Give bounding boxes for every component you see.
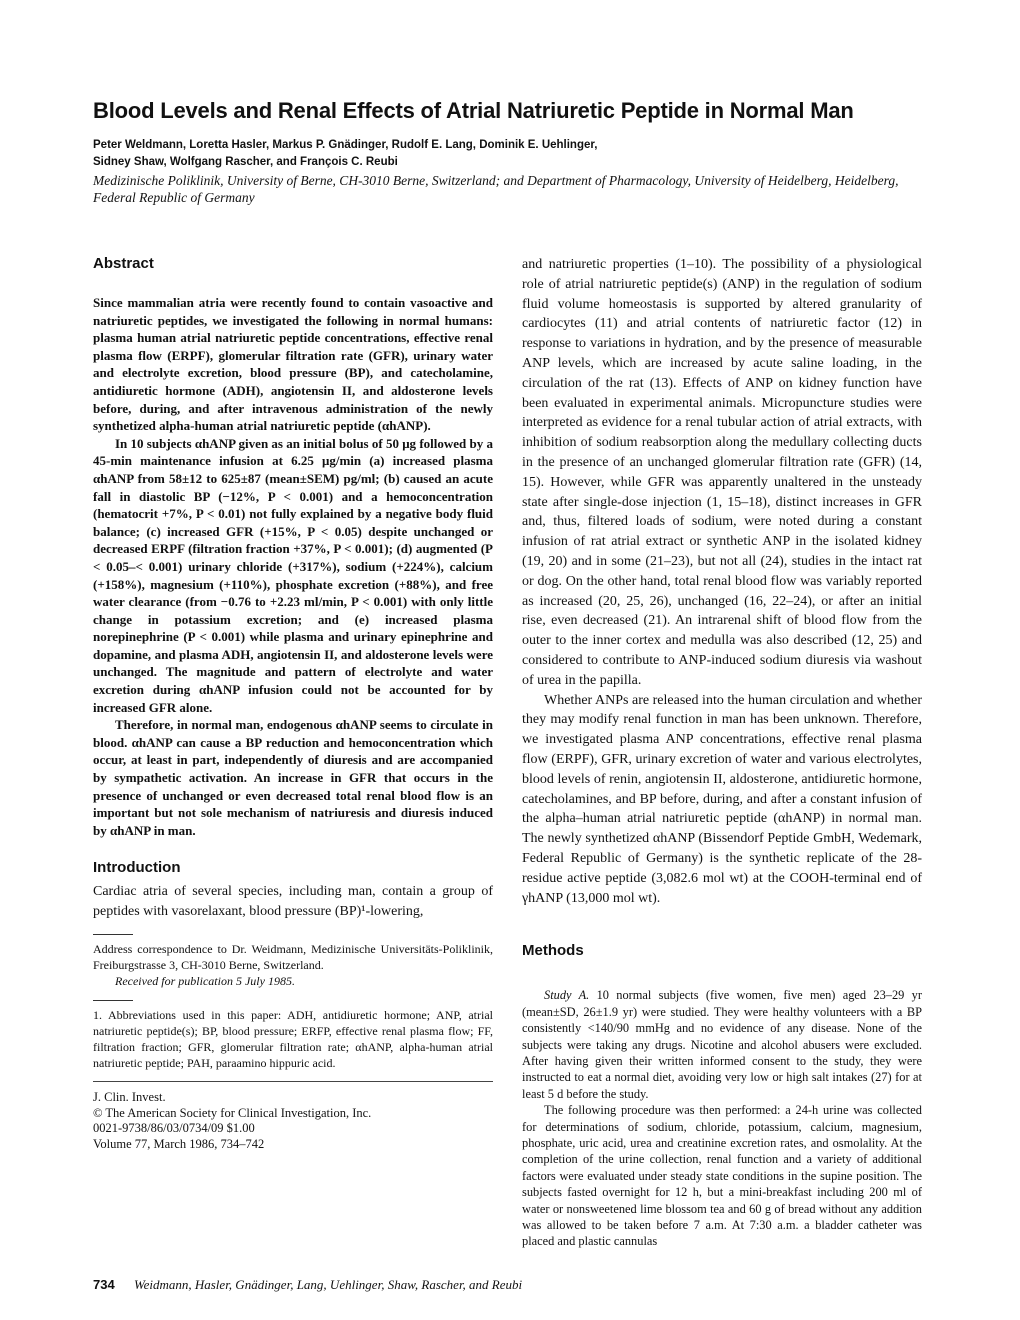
journal-name: J. Clin. Invest. xyxy=(93,1090,166,1105)
right-column xyxy=(522,255,922,1250)
received-note: Received for publication 5 July 1985. xyxy=(115,974,295,989)
methods-paragraph-2: The following procedure was then performed: a 24-h urine was collected for determinations of sodium, chloride, potassium, calcium, magnesium, phosphate, uric acid, urea and creatinine excretion rates, and osmolality. At the completion of the urine collection, renal function and a variety of additional factors were evaluated under steady state conditions in the supine position. The subjects fasted overnight for 12 h, but a mini-breakfast including 200 ml of water or nonsweetened lime blossom tea and 60 g of bread without any addition was allowed to be taken before 7 a.m. At 7:30 a.m. a bladder catheter was placed and plastic cannulas xyxy=(522,1103,922,1249)
issn: 0021-9738/86/03/0734/09 $1.00 xyxy=(93,1121,255,1136)
footnote-rule-2 xyxy=(93,1000,133,1001)
abbreviations-note: 1. Abbreviations used in this paper: ADH, antidiuretic hormone; ANP, atrial natriuretic peptide(s); BP, blood pressure; ERFP, effective renal plasma flow; FF, filtration fraction; GFR, glomerular filtration rate; αhANP, alpha-human atrial natriuretic peptide; PAH, paraamino hippuric acid. xyxy=(93,1007,493,1071)
methods-section xyxy=(522,942,922,1250)
article-title: Blood Levels and Renal Effects of Atrial Natriuretic Peptide in Normal Man xyxy=(93,98,854,123)
intro-continued-paragraph-1: and natriuretic properties (1–10). The possibility of a physiological role of atrial natriuretic peptide(s) (ANP) in the regulation of sodium fluid volume homeostasis is supported by altered granularity of cardiocytes (11) and atrial contents of natriuretic factor (12) in response to variations in hydration, and by the presence of measurable ANP levels, which are increased by acute saline loading, in the circulation of the rat (13). Effects of ANP on kidney function have been evaluated in experimental animals. Micropuncture studies were interpreted as evidence for a renal tubular action of atrial extracts, with inhibition of sodium reabsorption along the medullary collecting ducts in the presence of an unchanged glomerular filtration rate (GFR) (14, 15). However, while GFR was apparently unaltered in the unsteady state after single-dose injection (1, 15–18), distinct increases in GFR and, thus, filtered loads of sodium, were noted during a constant infusion of rat atrial extract or synthetic ANP in the isolated kidney (19, 20) and in some (21–23), but not all (24), studies in the intact rat or dog. On the other hand, total renal blood flow was variably reported as increased (20, 25, 26), unchanged (16, 22–24), or after an initial rise, even decreased (21). An intrarenal shift of blood flow from the outer to the inner cortex and medulla was also described (12, 25) and considered to contribute to ANP-induced sodium diuresis via washout of urea in the papilla. xyxy=(522,257,922,688)
footnotes xyxy=(93,934,493,1071)
introduction-continued xyxy=(522,255,922,908)
journal-info xyxy=(93,1081,493,1152)
correspondence-note: Address correspondence to Dr. Weidmann, Medizinische Universitäts-Poliklinik, Freiburgstrasse 3, CH-3010 Berne, Switzerland. xyxy=(93,942,493,973)
abstract-section xyxy=(93,255,493,839)
page-footer xyxy=(93,1277,522,1293)
abstract-heading: Abstract xyxy=(93,255,154,272)
running-authors: Weidmann, Hasler, Gnädinger, Lang, Uehlinger, Shaw, Rascher, and Reubi xyxy=(133,1277,523,1292)
authors-line-2: Sidney Shaw, Wolfgang Rascher, and François C. Reubi xyxy=(93,156,398,168)
introduction-section xyxy=(93,859,493,922)
author-list xyxy=(93,137,923,171)
volume-info: Volume 77, March 1986, 734–742 xyxy=(93,1136,265,1151)
introduction-paragraph-1: Cardiac atria of several species, including man, contain a group of peptides with vasorelaxant, blood pressure (BP)¹-lowering, xyxy=(93,884,493,920)
page-number: 734 xyxy=(93,1277,115,1292)
introduction-heading: Introduction xyxy=(93,859,181,877)
left-column xyxy=(93,255,493,1152)
study-a-label: Study A. xyxy=(544,988,590,1003)
abstract-paragraph-2: In 10 subjects αhANP given as an initial bolus of 50 μg followed by a 45-min maintenance infusion at 6.25 μg/min (a) increased plasma αhANP from 58±12 to 625±87 (mean±SEM) pg/ml; (b) caused an acute fall in diastolic BP (−12%, P < 0.001) and a hemoconcentration (hematocrit +7%, P < 0.01) not fully explained by a negative body fluid balance; (c) increased GFR (+15%, P < 0.05) despite unchanged or decreased ERPF (filtration fraction +37%, P < 0.001); (d) augmented (P < 0.05–< 0.001) urinary chloride (+317%), sodium (+224%), calcium (+158%), magnesium (+110%), phosphate excretion (+88%), and free water clearance (from −0.76 to +2.23 ml/min, P < 0.001) with only little change in potassium excretion; and (e) increased plasma norepinephrine (P < 0.001) while plasma and urinary epinephrine and dopamine, and plasma ADH, angiotensin II, and aldosterone levels were unchanged. The magnitude and pattern of electrolyte and water excretion during αhANP infusion could not be accounted for by increased GFR alone. xyxy=(93,435,493,715)
intro-continued-paragraph-2: Whether ANPs are released into the human circulation and whether they may modify renal function in man has been unknown. Therefore, we investigated plasma ANP concentrations, effective renal plasma flow (ERPF), GFR, urinary excretion of water and various electrolytes, blood levels of renin, angiotensin II, aldosterone, antidiuretic hormone, catecholamines, and BP before, during, and after a constant infusion of the alpha–human atrial natriuretic peptide (αhANP) in normal man. The newly synthetized αhANP (Bissendorf Peptide GmbH, Wedemark, Federal Republic of Germany) is the synthetic replicate of the 28-residue active peptide (3,082.6 mol wt) at the COOH-terminal end of γhANP (13,000 mol wt). xyxy=(522,692,922,906)
methods-heading: Methods xyxy=(522,942,584,960)
affiliation: Medizinische Poliklinik, University of Berne, CH-3010 Berne, Switzerland; and Department of Pharmacology, University of Heidelberg, Heidelberg, Federal Republic of Germany xyxy=(93,173,899,205)
abstract-paragraph-3: Therefore, in normal man, endogenous αhANP seems to circulate in blood. αhANP can cause a BP reduction and hemoconcentration which occur, at least in part, independently of diuresis and are accompanied by sympathetic activation. An increase in GFR that occurs in the presence of unchanged or even decreased total renal blood flow is an important but not sole mechanism of natriuresis and diuresis induced by αhANP in man. xyxy=(93,717,493,838)
copyright: © The American Society for Clinical Investigation, Inc. xyxy=(93,1105,372,1120)
methods-paragraph-1 xyxy=(522,987,922,1102)
abstract-paragraph-1: Since mammalian atria were recently found to contain vasoactive and natriuretic peptides, we investigated the following in normal humans: plasma human atrial natriuretic peptide concentrations, effective renal plasma flow (ERPF), glomerular filtration rate (GFR), urinary water and electrolyte excretion, blood pressure (BP), and catecholamine, antidiuretic hormone (ADH), angiotensin II, and aldosterone levels before, during, and after intravenous administration of the newly synthetized alpha-human atrial natriuretic peptide (αhANP). xyxy=(93,295,493,434)
methods-paragraph-1-text: 10 normal subjects (five women, five men) aged 23–29 yr (mean±SD, 26±1.9 yr) were studied. They were healthy volunteers with a BP consistently <140/90 mmHg and no evidence of any disease. None of the subjects were taking any drugs. Nicotine and alcohol abusers were excluded. After having given their written informed consent to the study, they were instructed to eat a normal diet, avoiding very low or high salt intakes (27) for at least 5 d before the study. xyxy=(522,988,922,1101)
journal-info-rule xyxy=(93,1081,493,1082)
authors-line-1: Peter Weldmann, Loretta Hasler, Markus P. Gnädinger, Rudolf E. Lang, Dominik E. Uehlinger, xyxy=(93,139,598,151)
footnote-rule xyxy=(93,934,133,935)
